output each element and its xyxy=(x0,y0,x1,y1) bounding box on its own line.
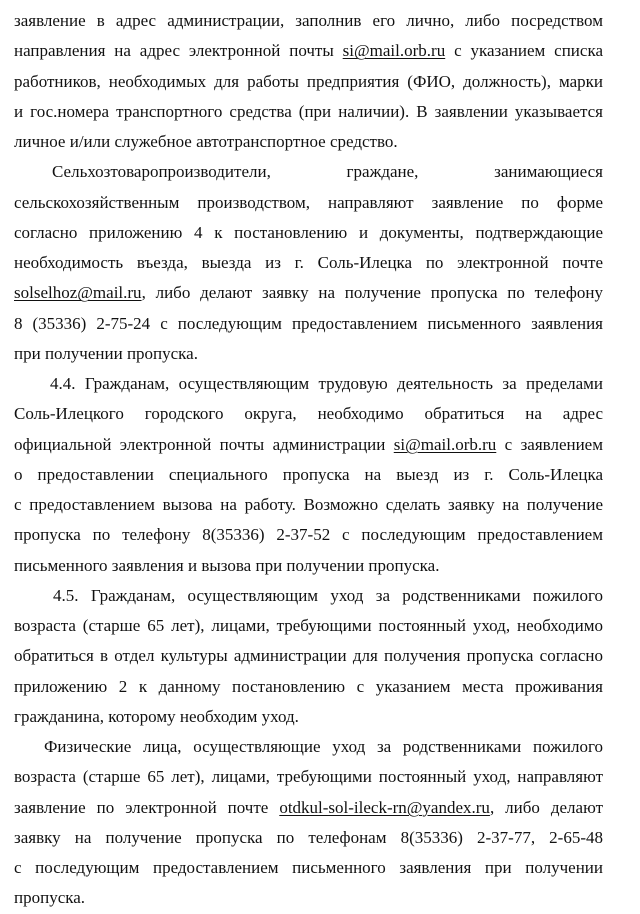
text-line: обратиться в отдел культуры администрации для получения пропуска согласно xyxy=(14,646,603,666)
text-line xyxy=(14,278,603,308)
text-line: 4.4. Гражданам, осуществляющим трудовую деятельность за пределами xyxy=(50,374,603,393)
text-line xyxy=(14,430,603,460)
paragraph-individuals-care xyxy=(14,732,603,914)
text-line: Сельхозтоваропроизводители, граждане, занимающиеся xyxy=(52,162,603,182)
text-line: Физические лица, осуществляющие уход за родственниками пожилого xyxy=(44,737,603,756)
email-link-solselhoz[interactable]: solselhoz@mail.ru xyxy=(14,283,142,303)
text-line: личное и/или служебное автотранспортное средство. xyxy=(14,132,398,151)
text-segment: официальной электронной почты администрации xyxy=(14,434,394,454)
text-line: необходимость въезда, выезда из г. Соль-Илецка по электронной почте xyxy=(14,253,603,272)
text-segment: , либо делают xyxy=(489,797,603,817)
text-line: Соль-Илецкого городского округа, необходимо обратиться на адрес xyxy=(14,404,603,424)
text-line: с последующим предоставлением письменного заявления при получении xyxy=(14,858,603,877)
text-line: пропуска по телефону 8(35336) 2-37-52 с последующим предоставлением xyxy=(14,525,603,545)
text-line: и гос.номера транспортного средства (при наличии). В заявлении указывается xyxy=(14,101,603,121)
text-segment: с указанием списка xyxy=(445,41,604,61)
text-segment: направления на адрес электронной почты xyxy=(14,41,343,61)
text-line: возраста (старше 65 лет), лицами, требующими постоянный уход, направляют xyxy=(14,767,603,787)
email-link-otdkul[interactable]: otdkul-sol-ileck-rn@yandex.ru xyxy=(279,797,490,817)
text-line: пропуска. xyxy=(14,888,86,908)
text-line: письменного заявления и вызова при получении пропуска. xyxy=(14,555,440,575)
text-line: 4.5. Гражданам, осуществляющим уход за родственниками пожилого xyxy=(53,585,603,605)
text-line: приложению 2 к данному постановлению с указанием места проживания xyxy=(14,676,603,696)
text-line xyxy=(14,36,603,66)
text-line: возраста (старше 65 лет), лицами, требующими постоянный уход, необходимо xyxy=(14,616,603,635)
text-line: заявку на получение пропуска по телефонам 8(35336) 2-37-77, 2-65-48 xyxy=(14,827,603,847)
text-line: о предоставлении специального пропуска на выезд из г. Соль-Илецка xyxy=(14,464,603,484)
document-page xyxy=(14,6,603,914)
text-line: 8 (35336) 2-75-24 с последующим предоставлением письменного заявления xyxy=(14,313,603,333)
email-link-si[interactable]: si@mail.orb.ru xyxy=(342,41,446,61)
paragraph-application-continuation xyxy=(14,6,603,157)
text-line: с предоставлением вызова на работу. Возможно сделать заявку на получение xyxy=(14,495,603,514)
text-line: сельскохозяйственным производством, направляют заявление по форме xyxy=(14,192,603,212)
text-line: заявление в адрес администрации, заполнив его лично, либо посредством xyxy=(14,11,603,30)
text-segment: , либо делают заявку на получение пропуска по телефону xyxy=(141,283,603,303)
text-segment: с заявлением xyxy=(496,434,603,454)
email-link-si[interactable]: si@mail.orb.ru xyxy=(393,434,497,454)
text-line: при получении пропуска. xyxy=(14,343,198,363)
paragraph-agricultural-producers xyxy=(14,157,603,369)
text-line: работников, необходимых для работы предприятия (ФИО, должность), марки xyxy=(14,71,603,91)
text-line: гражданина, которому необходим уход. xyxy=(14,706,299,726)
paragraph-4-4 xyxy=(14,369,603,581)
text-line xyxy=(14,793,603,823)
paragraph-4-5 xyxy=(14,581,603,732)
text-segment: заявление по электронной почте xyxy=(14,797,280,817)
text-line: согласно приложению 4 к постановлению и документы, подтверждающие xyxy=(14,222,603,242)
